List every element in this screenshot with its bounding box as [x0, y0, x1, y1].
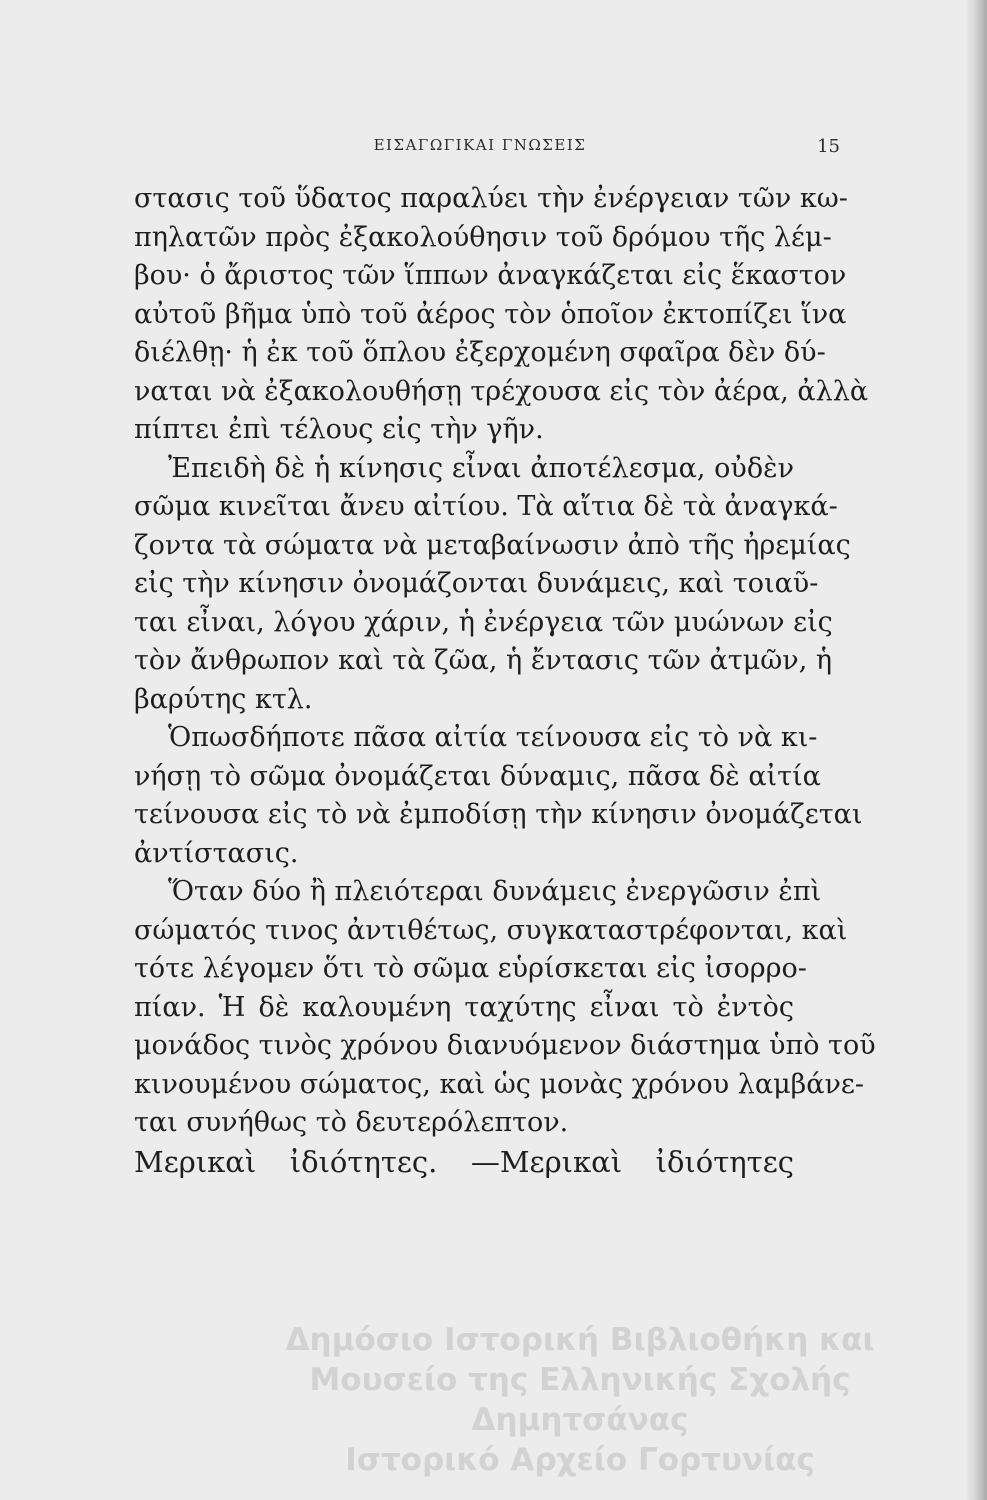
text-line: βαρύτης κτλ. [134, 683, 313, 715]
watermark-line: Ιστορικό Αρχείο Γορτυνίας [345, 1442, 815, 1478]
page-number: 15 [817, 136, 840, 157]
text-line: σῶμα κινεῖται ἄνευ αἰτίου. Τὰ αἴτια δὲ τὰ ἀναγκά- [134, 491, 838, 522]
text-line: πηλατῶν πρὸς ἐξακολούθησιν τοῦ δρόμου τῆς λέμ- [134, 221, 832, 253]
text-line: Ὁπωσδήποτε πᾶσα αἰτία τείνουσα εἰς τὸ νὰ κι- [168, 722, 818, 753]
text-line: διέλθῃ· ἡ ἐκ τοῦ ὅπλου ἐξερχομένη σφαῖρα δὲν δύ- [134, 337, 826, 368]
text-line: αὐτοῦ βῆμα ὑπὸ τοῦ ἀέρος τὸν ὁποῖον ἐκτοπίζει ἵνα [134, 298, 847, 330]
library-watermark [200, 1320, 960, 1480]
text-line: στασις τοῦ ὕδατος παραλύει τὴν ἐνέργειαν τῶν κω- [134, 183, 848, 214]
watermark-line: Μουσείο της Ελληνικής Σχολής Δημητσάνας [309, 1362, 851, 1438]
running-header-title: ΕΙΣΑΓΩΓΙΚΑΙ ΓΝΩΣΕΙΣ [373, 136, 587, 154]
text-line: ζοντα τὰ σώματα νὰ μεταβαίνωσιν ἀπὸ τῆς ἠρεμίας [134, 529, 851, 561]
text-line: τείνουσα εἰς τὸ νὰ ἐμποδίσῃ τὴν κίνησιν ὀνομάζεται [134, 799, 863, 830]
text-line: τὸν ἄνθρωπον καὶ τὰ ζῶα, ἡ ἔντασις τῶν ἀτμῶν, ἡ [134, 645, 833, 676]
watermark-line: Δημόσιο Ιστορική Βιβλιοθήκη και [285, 1322, 875, 1358]
text-line: εἰς τὴν κίνησιν ὀνομάζονται δυνάμεις, καὶ τοιαῦ- [134, 568, 819, 599]
text-line: κινουμένου σώματος, καὶ ὡς μονὰς χρόνου λαμβάνε- [134, 1068, 865, 1100]
text-line: πίπτει ἐπὶ τέλους εἰς τὴν γῆν. [134, 414, 544, 445]
text-line: σώματός τινος ἀντιθέτως, συγκαταστρέφονται, καὶ [134, 914, 848, 946]
text-line: τότε λέγομεν ὅτι τὸ σῶμα εὑρίσκεται εἰς ἰσορρο- [134, 953, 807, 984]
page-edge-shadow [965, 0, 987, 1500]
text-line: πίαν. Ἡ δὲ καλουμένη ταχύτης εἶναι τὸ ἐντὸς [134, 991, 794, 1023]
text-line: ται εἶναι, λόγου χάριν, ἡ ἐνέργεια τῶν μυώνων εἰς [134, 606, 833, 638]
text-line: Ἐπειδὴ δὲ ἡ κίνησις εἶναι ἀποτέλεσμα, οὐδὲν [168, 452, 794, 484]
running-header [130, 136, 840, 166]
section-heading: Μερικαὶ ἰδιότητες. —Μερικαὶ ἰδιότητες [134, 1144, 794, 1179]
text-line: μονάδος τινὸς χρόνου διανυόμενον διάστημα ὑπὸ τοῦ [134, 1030, 876, 1061]
text-line: βου· ὁ ἄριστος τῶν ἵππων ἀναγκάζεται εἰς ἕκαστον [134, 260, 847, 291]
body-text [134, 180, 876, 1181]
text-line: Ὅταν δύο ἢ πλειότεραι δυνάμεις ἐνεργῶσιν ἐπὶ [168, 876, 822, 907]
text-line: ται συνήθως τὸ δευτερόλεπτον. [134, 1107, 569, 1138]
text-line: ἀντίστασις. [134, 837, 299, 869]
text-line: ναται νὰ ἐξακολουθήσῃ τρέχουσα εἰς τὸν ἀέρα, ἀλλὰ [134, 375, 869, 407]
text-line: νήσῃ τὸ σῶμα ὀνομάζεται δύναμις, πᾶσα δὲ αἰτία [134, 760, 821, 792]
